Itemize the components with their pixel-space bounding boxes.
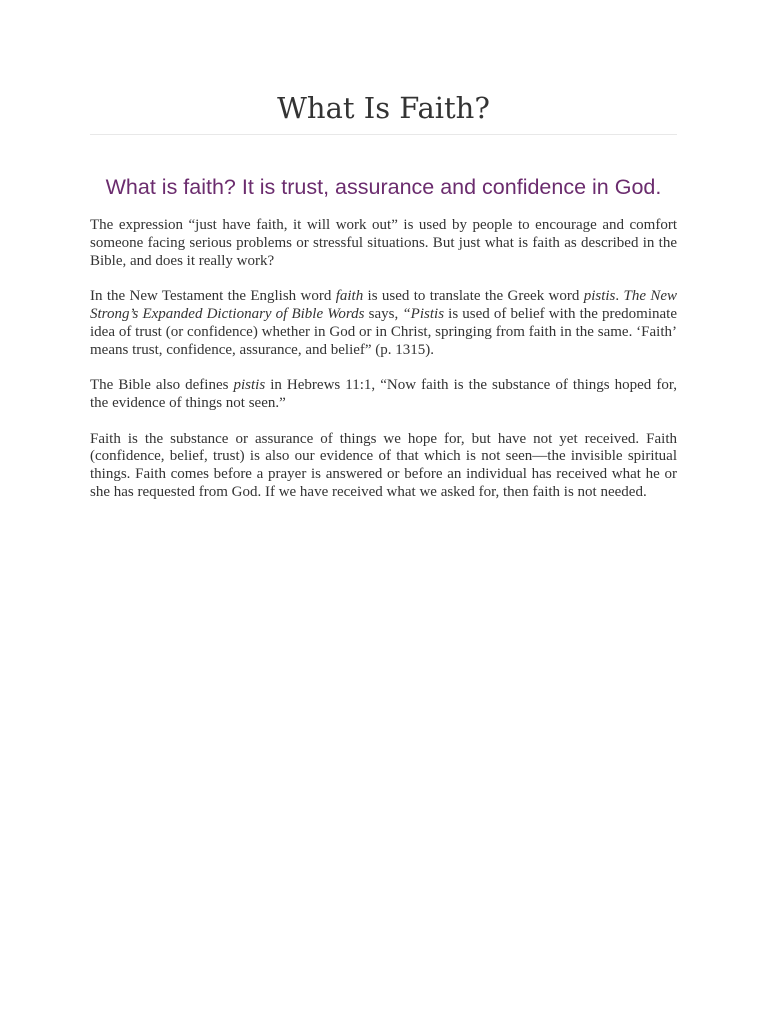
text-run: . (615, 288, 624, 305)
text-run: The Bible also defines (90, 377, 234, 394)
italic-term-pistis: pistis (583, 288, 616, 305)
text-run: is used to translate the Greek word (363, 288, 584, 305)
article (90, 88, 677, 520)
page-title: What Is Faith? (90, 88, 677, 135)
italic-term-pistis: pistis (233, 377, 266, 394)
paragraph-substance: Faith is the substance or assurance of things we hope for, but have not yet received. Faith (confidence, belief, trust) is also our evidence of that which is not seen—the invisible spiritual things. Faith comes before a prayer is answered or before an individual has received what he or she has requested from God. If we have received what we asked for, then faith is not needed. (90, 430, 677, 500)
paragraph-hebrews (90, 377, 677, 413)
text-run: In the New Testament the English word (90, 288, 336, 305)
italic-term-faith: faith (335, 288, 364, 305)
italic-quote-pistis: “Pistis (402, 305, 445, 322)
italic-book-title: The New Strong’s Expanded Dictionary of Bible Words (90, 288, 677, 322)
paragraph-intro: The expression “just have faith, it will work out” is used by people to encourage and comfort someone facing serious problems or stressful situations. But just what is faith as described in the Bible, and does it really work? (90, 217, 677, 269)
text-run: in Hebrews 11:1, “Now faith is the substance of things hoped for, the evidence of things not seen.” (90, 377, 677, 411)
text-run: says, (364, 305, 403, 322)
paragraph-definition (90, 288, 677, 359)
article-subtitle: What is faith? It is trust, assurance and confidence in God. (105, 175, 662, 199)
text-run: is used of belief with the predominate idea of trust (or confidence) whether in God or in Christ, springing from faith in the same. ‘Faith’ means trust, confidence, assurance, and belief” (p. 1315). (90, 305, 678, 358)
